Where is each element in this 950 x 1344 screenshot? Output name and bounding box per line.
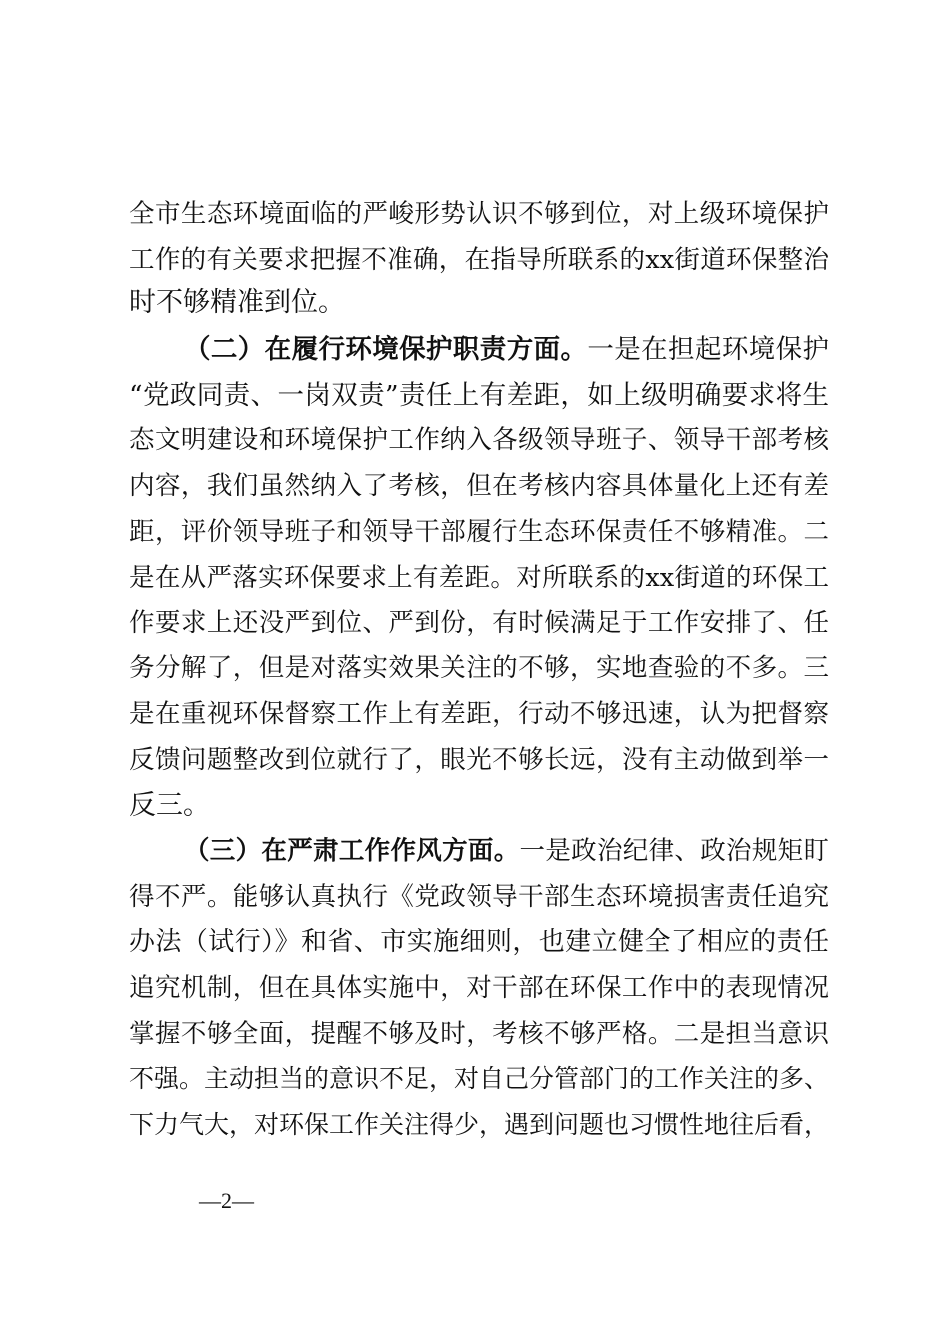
text-line: 时不够精准到位。	[129, 287, 345, 318]
text-line: 办法（试行）》和省、市实施细则，也建立健全了相应的责任	[129, 927, 829, 957]
text-line: 作要求上还没严到位、严到份，有时候满足于工作安排了、任	[129, 608, 829, 638]
text-run: 一是在担起环境保护	[587, 334, 830, 365]
text-line: 全市生态环境面临的严峻形势认识不够到位，对上级环境保护	[129, 199, 829, 229]
text-line: 是在重视环保督察工作上有差距，行动不够迅速，认为把督察	[129, 699, 829, 729]
section-heading: （三）在严肃工作作风方面。	[184, 836, 520, 866]
page-number: —2—	[199, 1188, 254, 1213]
paragraph-first-line	[184, 328, 829, 372]
text-line: 务分解了，但是对落实效果关注的不够，实地查验的不多。三	[129, 653, 829, 683]
text-line: 得不严。能够认真执行《党政领导干部生态环境损害责任追究	[129, 882, 829, 912]
text-line: 工作的有关要求把握不准确，在指导所联系的xx街道环保整治	[129, 245, 829, 275]
text-line: 距，评价领导班子和领导干部履行生态环保责任不够精准。二	[129, 517, 829, 547]
text-line: 反馈问题整改到位就行了，眼光不够长远，没有主动做到举一	[129, 745, 829, 775]
text-line: 掌握不够全面，提醒不够及时，考核不够严格。二是担当意识	[129, 1019, 829, 1049]
text-line: “党政同责、一岗双责”责任上有差距，如上级明确要求将生	[129, 380, 829, 411]
text-run: 一是政治纪律、政治规矩盯	[519, 836, 829, 866]
text-line: 内容，我们虽然纳入了考核，但在考核内容具体量化上还有差	[129, 471, 829, 501]
text-line: 追究机制，但在具体实施中，对干部在环保工作中的表现情况	[129, 973, 829, 1003]
paragraph-first-line	[184, 829, 829, 873]
section-heading: （二）在履行环境保护职责方面。	[184, 334, 588, 365]
text-line: 态文明建设和环境保护工作纳入各级领导班子、领导干部考核	[129, 425, 829, 455]
text-line: 不强。主动担当的意识不足，对自己分管部门的工作关注的多、	[129, 1064, 830, 1093]
text-line: 反三。	[129, 790, 210, 821]
text-line: 是在从严落实环保要求上有差距。对所联系的xx街道的环保工	[129, 563, 829, 593]
text-line: 下力气大，对环保工作关注得少，遇到问题也习惯性地往后看，	[129, 1110, 830, 1139]
